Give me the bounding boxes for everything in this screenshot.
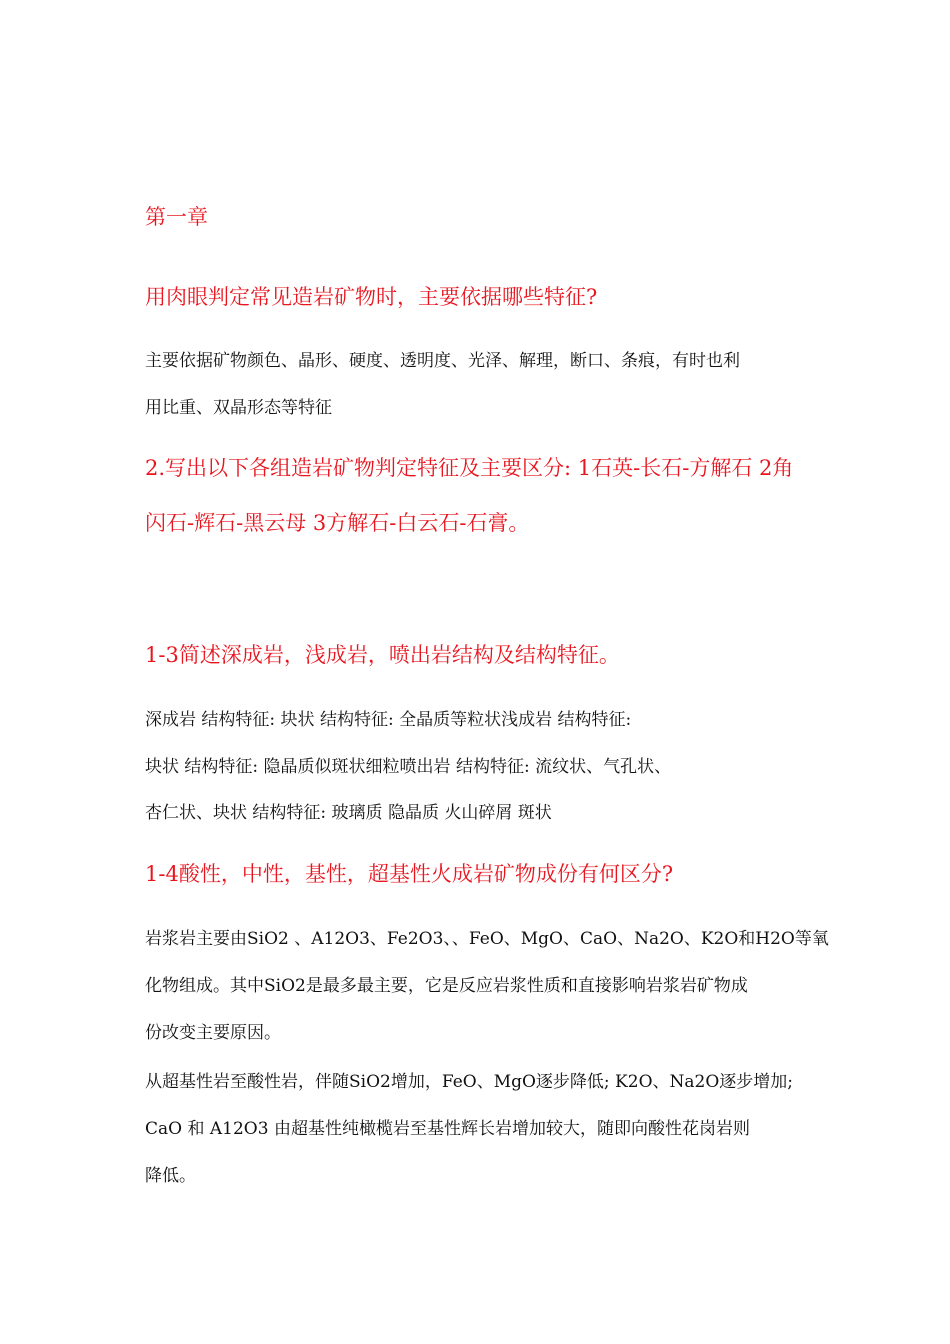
question-2-line-1: 2.写出以下各组造岩矿物判定特征及主要区分: 1石英-长石-方解石 2角 — [145, 456, 794, 480]
answer-4-line-1: 岩浆岩主要由SiO2 、A12O3、Fe2O3、、FeO、MgO、CaO、Na2O、K2O和H2O等氧 — [145, 929, 829, 949]
question-2-line-2: 闪石-辉石-黑云母 3方解石-白云石-石膏。 — [145, 511, 530, 535]
answer-4-line-2: 化物组成。其中SiO2是最多最主要，它是反应岩浆性质和直接影响岩浆岩矿物成 — [145, 976, 748, 996]
question-3: 1-3简述深成岩，浅成岩，喷出岩结构及结构特征。 — [145, 643, 620, 667]
answer-3-line-2: 块状 结构特征: 隐晶质似斑状细粒喷出岩 结构特征: 流纹状、气孔状、 — [145, 757, 672, 777]
question-4: 1-4酸性，中性，基性，超基性火成岩矿物成份有何区分? — [145, 862, 674, 886]
question-1: 用肉眼判定常见造岩矿物时，主要依据哪些特征? — [145, 285, 598, 309]
answer-4-line-3: 份改变主要原因。 — [145, 1023, 281, 1043]
answer-4-line-6: 降低。 — [145, 1166, 196, 1186]
answer-4-line-5: CaO 和 A12O3 由超基性纯橄榄岩至基性辉长岩增加较大，随即向酸性花岗岩则 — [145, 1119, 750, 1139]
answer-1-line-2: 用比重、双晶形态等特征 — [145, 398, 332, 418]
answer-4-line-4: 从超基性岩至酸性岩，伴随SiO2增加，FeO、MgO逐步降低; K2O、Na2O逐步增加; — [145, 1072, 793, 1092]
answer-1-line-1: 主要依据矿物颜色、晶形、硬度、透明度、光泽、解理，断口、条痕，有时也利 — [145, 351, 740, 371]
chapter-title: 第一章 — [145, 205, 208, 229]
answer-3-line-3: 杏仁状、块状 结构特征: 玻璃质 隐晶质 火山碎屑 斑状 — [145, 803, 552, 823]
answer-3-line-1: 深成岩 结构特征: 块状 结构特征: 全晶质等粒状浅成岩 结构特征: — [145, 710, 632, 730]
